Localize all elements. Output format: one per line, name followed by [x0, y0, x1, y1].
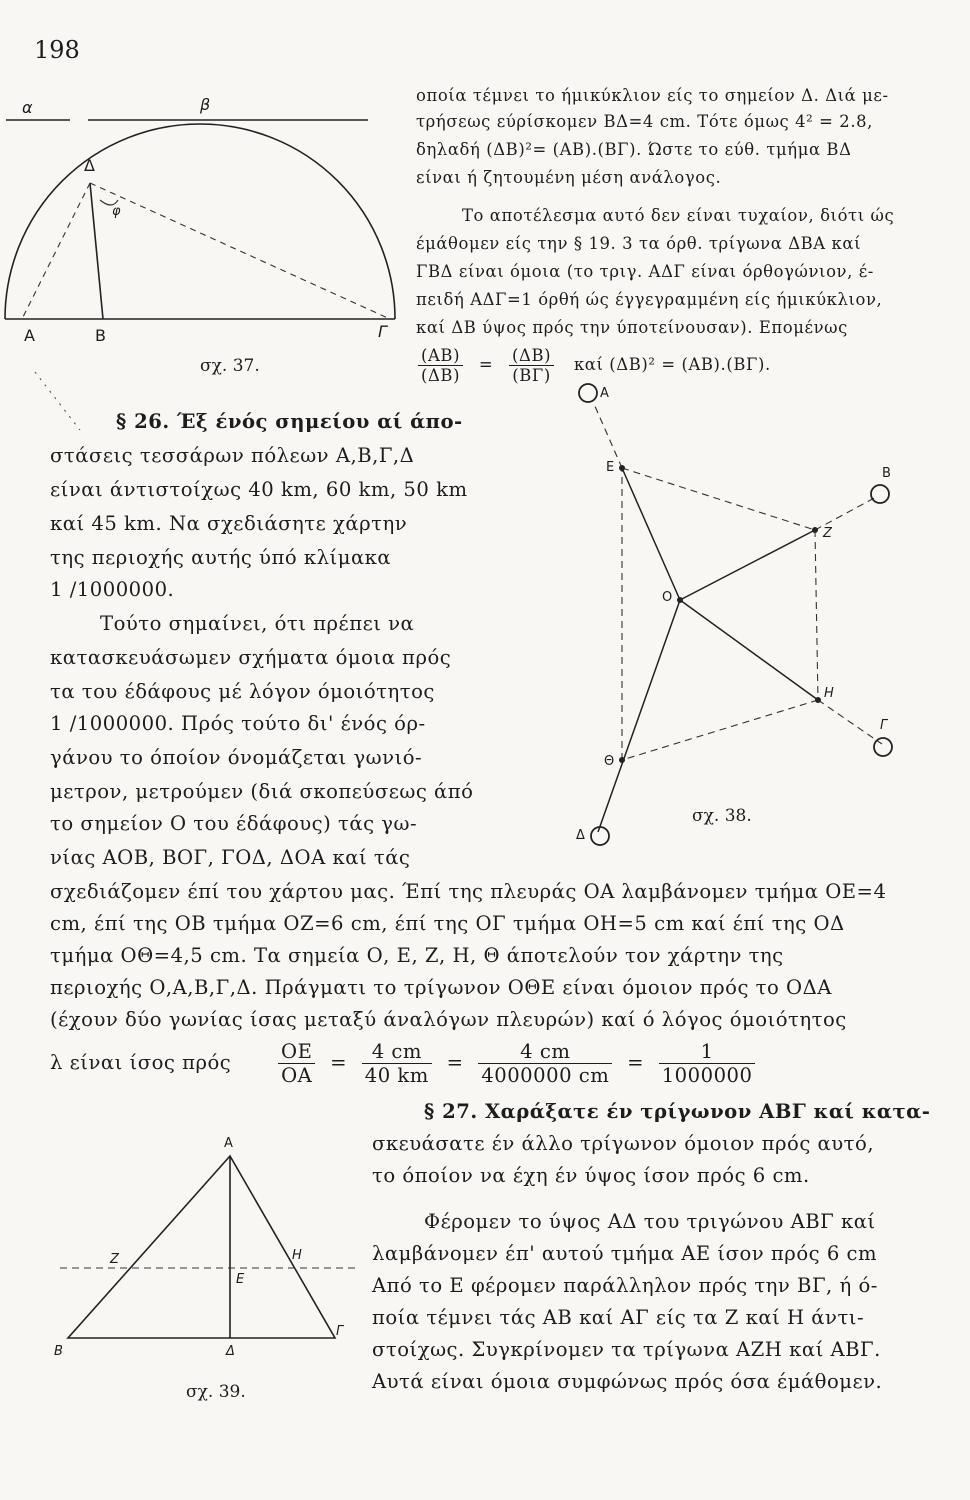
sec26-line-8: κατασκευάσωμεν σχήματα όμοια πρός [50, 646, 452, 669]
lambda-prefix: λ είναι ίσος πρός [50, 1051, 232, 1074]
sec26-line-14: νίας ΑΟΒ, ΒΟΓ, ΓΟΔ, ΔΟΑ καί τάς [50, 846, 411, 869]
fraction-denominator: 40 km [364, 1064, 429, 1087]
fig38-label-H: Η [824, 686, 834, 701]
lambda-formula [50, 1040, 755, 1087]
fig37-angle-label: φ [112, 204, 121, 219]
city-G-marker [874, 738, 892, 756]
ray-OB-dashed [815, 496, 878, 530]
segment-OE [622, 468, 680, 600]
sec26-line-13: το σημείον Ο του έδάφους) τάς γω- [50, 812, 418, 835]
fraction-4cm-40km [362, 1040, 432, 1087]
right-col-line-7: ΓΒΔ είναι όμοια (το τριγ. ΑΔΓ είναι όρθογώνιον, έ- [416, 262, 874, 281]
fig37-label-A: Α [24, 326, 35, 345]
sec26-full-line-3: τμήμα ΟΘ=4,5 cm. Τα σημεία Ο, Ε, Ζ, Η, Θ άποτελούν τον χάρτην της [50, 944, 784, 967]
city-D-marker [591, 827, 609, 845]
fig38-label-O: Ο [662, 590, 673, 605]
proportion-formula [418, 346, 771, 385]
point-H [815, 697, 821, 703]
sec26-line-11: γάνου το όποίον όνομάζεται γωνιό- [50, 746, 423, 769]
fig37-label-B: Β [95, 326, 106, 345]
fig39-label-E: Ε [236, 1272, 245, 1287]
fig39-label-A: Α [224, 1136, 233, 1151]
fig38-label-B: Β [882, 466, 891, 481]
sec27-line-4: Φέρομεν το ύψος ΑΔ του τριγώνου ΑΒΓ καί [424, 1210, 876, 1233]
right-col-line-2: τρήσεως εύρίσκομεν ΒΔ=4 cm. Τότε όμως 4² = 2.8, [416, 112, 873, 131]
sec26-line-9: τα του έδάφους μέ λόγον όμοιότητος [50, 680, 435, 703]
chord-DG-dashed [90, 183, 390, 319]
fraction-numerator: 1 [659, 1040, 756, 1064]
sec27-heading: § 27. Χαράξατε έν τρίγωνον ΑΒΓ καί κατα- [424, 1100, 931, 1123]
fraction-1-1000000 [659, 1040, 756, 1087]
sec26-line-4: καί 45 km. Να σχεδιάσητε χάρτην [50, 512, 408, 535]
fig38-label-D: Δ [576, 828, 585, 843]
fraction-numerator: 4 cm [478, 1040, 612, 1064]
sec27-line-9: Αυτά είναι όμοια συμφώνως πρός όσα έμάθομεν. [372, 1370, 883, 1393]
chord-AD-dashed [22, 183, 90, 319]
fig37-label-G: Γ [378, 322, 387, 341]
sec27-line-5: λαμβάνομεν έπ' αυτού τμήμα ΑΕ ίσον πρός 6 cm [372, 1242, 878, 1265]
semicircle-arc [5, 124, 395, 319]
fraction-numerator: ΟΕ [278, 1040, 315, 1064]
city-B-marker [871, 485, 889, 503]
right-col-line-3: δηλαδή (ΔΒ)²= (ΑΒ).(ΒΓ). Ώστε το εύθ. τμήμα ΒΔ [416, 140, 852, 159]
fraction-4cm-4000000cm [478, 1040, 612, 1087]
sec27-line-1 [424, 1100, 930, 1123]
sec26-full-line-4: περιοχής Ο,Α,Β,Γ,Δ. Πράγματι το τρίγωνον ΟΘΕ είναι όμοιον πρός το ΟΔΑ [50, 976, 832, 999]
ray-OG-dashed [818, 700, 882, 744]
ray-OA-dashed [594, 404, 622, 468]
city-A-marker [579, 384, 597, 402]
fig39-label-D: Δ [226, 1344, 235, 1359]
fig38-label-A: Α [600, 386, 609, 401]
sec26-full-line-5: (έχουν δύο γωνίας ίσας μεταξύ άναλόγων πλευρών) καί ό λόγος όμοιότητος [50, 1008, 847, 1031]
trace-line [35, 372, 80, 430]
fraction-denominator: (ΔΒ) [421, 366, 461, 385]
fig39-label-B: Β [54, 1344, 63, 1359]
page-number: 198 [34, 36, 80, 64]
right-col-line-8: πειδή ΑΔΓ=1 όρθή ώς έγγεγραμμένη είς ήμικύκλιον, [416, 290, 883, 309]
equals-sign: = [627, 1051, 644, 1074]
sec26-full-line-1: σχεδιάζομεν έπί του χάρτου μας. Έπί της πλευράς ΟΑ λαμβάνομεν τμήμα ΟΕ=4 [50, 880, 887, 903]
point-Z [812, 527, 818, 533]
fraction-denominator: (ΒΓ) [512, 366, 551, 385]
sec26-line-1 [116, 410, 463, 433]
fraction-OE-OA [278, 1040, 315, 1087]
right-col-line-1: οποία τέμνει το ήμικύκλιον είς το σημείον Δ. Διά με- [416, 86, 889, 105]
map-edge-EZ [622, 468, 815, 530]
fraction-numerator: (ΔΒ) [509, 346, 554, 366]
sec26-line-3: είναι άντιστοίχως 40 km, 60 km, 50 km [50, 478, 468, 501]
sec26-line-12: μετρον, μετρούμεν (διά σκοπεύσεως άπό [50, 780, 474, 803]
sec27-line-8: στοίχως. Συγκρίνομεν τα τρίγωνα ΑΖΗ καί ΑΒΓ. [372, 1338, 881, 1361]
ray-OD [598, 600, 680, 832]
fig38-label-E: Ε [606, 460, 615, 475]
sec26-line-2: στάσεις τεσσάρων πόλεων Α,Β,Γ,Δ [50, 444, 415, 467]
right-col-line-6: έμάθομεν είς την § 19. 3 τα όρθ. τρίγωνα ΔΒΑ καί [416, 234, 862, 253]
fig39-label-G: Γ [336, 1324, 344, 1339]
fraction-AB-DB [418, 346, 463, 385]
sec26-heading: § 26. Έξ ένός σημείου αί άπο- [116, 410, 463, 433]
right-col-line-9: καί ΔΒ ύψος πρός την ύποτείνουσαν). Επομένως [416, 318, 848, 337]
sec27-line-2: σκευάσατε έν άλλο τρίγωνον όμοιον πρός αυτό, [372, 1132, 875, 1155]
fig38-label-Z: Ζ [823, 526, 832, 541]
sec26-full-line-2: cm, έπί της ΟΒ τμήμα ΟΖ=6 cm, έπί της ΟΓ τμήμα ΟΗ=5 cm καί έπί της ΟΔ [50, 912, 845, 935]
fraction-numerator: 4 cm [362, 1040, 432, 1064]
sec26-line-10: 1 /1000000. Πρός τούτο δι' ένός όρ- [50, 712, 426, 735]
formula-rest: καί (ΔΒ)² = (ΑΒ).(ΒΓ). [573, 355, 771, 374]
right-col-line-4: είναι ή ζητουμένη μέση ανάλογος. [416, 168, 722, 187]
point-O [677, 597, 683, 603]
fraction-denominator: ΟΑ [281, 1064, 313, 1087]
sec27-line-6: Από το Ε φέρομεν παράλληλον πρός την ΒΓ, ή ό- [372, 1274, 878, 1297]
map-edge-ZH [815, 530, 818, 700]
fig37-caption: σχ. 37. [200, 356, 260, 376]
fig39-caption: σχ. 39. [186, 1382, 246, 1402]
right-col-line-5: Το αποτέλεσμα αυτό δεν είναι τυχαίον, διότι ώς [462, 206, 895, 225]
sec26-line-7: Τούτο σημαίνει, ότι πρέπει να [100, 612, 415, 635]
fraction-DB-BG [509, 346, 554, 385]
fig39-label-H: Η [292, 1248, 302, 1263]
equals-sign: = [446, 1051, 464, 1074]
point-E [619, 465, 625, 471]
fraction-numerator: (ΑΒ) [418, 346, 463, 366]
fig38-caption: σχ. 38. [692, 806, 752, 826]
fraction-denominator: 1000000 [661, 1064, 753, 1087]
label-beta: β [200, 95, 211, 114]
sec26-line-5: της περιοχής αυτής ύπό κλίμακα [50, 546, 392, 569]
fig38-label-G: Γ [880, 718, 888, 733]
point-Th [619, 757, 625, 763]
sec27-line-3: το όποίον να έχη έν ύψος ίσον πρός 6 cm. [372, 1164, 810, 1187]
fig38-label-Th: Θ [604, 754, 615, 769]
perpendicular-BD [90, 183, 103, 319]
fig39-label-Z: Ζ [110, 1252, 119, 1267]
triangle-ABG [68, 1156, 335, 1338]
sec27-line-7: ποία τέμνει τάς ΑΒ καί ΑΓ είς τα Ζ καί Η άντι- [372, 1306, 865, 1329]
map-edge-HTh [622, 700, 818, 760]
sec26-line-6: 1 /1000000. [50, 578, 175, 601]
label-alpha: α [22, 98, 33, 117]
equals-sign: = [330, 1051, 348, 1074]
equals-sign: = [478, 355, 494, 374]
fraction-denominator: 4000000 cm [481, 1064, 610, 1087]
fig37-label-D: Δ [84, 156, 95, 175]
segment-OH [680, 600, 818, 700]
segment-OZ [680, 530, 815, 600]
